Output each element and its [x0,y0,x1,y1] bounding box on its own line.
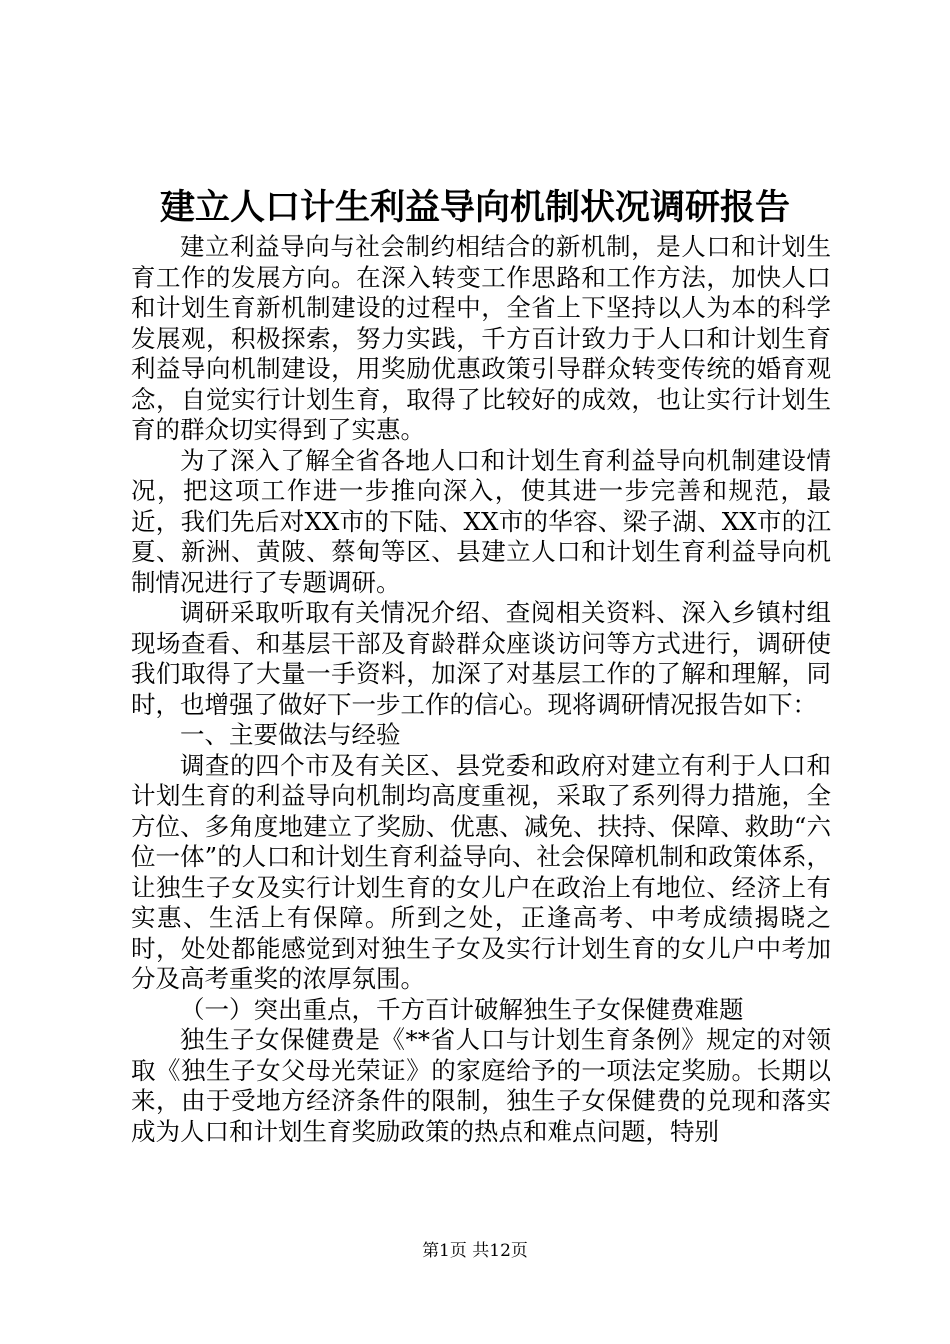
paragraph-health-fee: 独生子女保健费是《**省人口与计划生育条例》规定的对领取《独生子女父母光荣证》的家庭给予的一项法定奖励。长期以来，由于受地方经济条件的限制，独生子女保健费的兑现和落实成为人口和计划生育奖励政策的热点和难点问题，特别 [131,1025,831,1146]
paragraph-method: 调研采取听取有关情况介绍、查阅相关资料、深入乡镇村组现场查看、和基层干部及育龄群众座谈访问等方式进行，调研使我们取得了大量一手资料，加深了对基层工作的了解和理解，同时，也增强了做好下一步工作的信心。现将调研情况报告如下： [131,598,831,719]
section-heading-1: 一、主要做法与经验 [180,720,401,749]
subsection-heading-1: （一）突出重点，千方百计破解独生子女保健费难题 [180,994,744,1024]
paragraph-intro: 建立利益导向与社会制约相结合的新机制，是人口和计划生育工作的发展方向。在深入转变工作思路和工作方法，加快人口和计划生育新机制建设的过程中，全省上下坚持以人为本的科学发展观，积极探索，努力实践，千方百计致力于人口和计划生育利益导向机制建设，用奖励优惠政策引导群众转变传统的婚育观念，自觉实行计划生育，取得了比较好的成效，也让实行计划生育的群众切实得到了实惠。 [131,232,831,444]
document-title: 建立人口计生利益导向机制状况调研报告 [159,187,790,228]
paragraph-overview: 调查的四个市及有关区、县党委和政府对建立有利于人口和计划生育的利益导向机制均高度重视，采取了系列得力措施，全方位、多角度地建立了奖励、优惠、减免、扶持、保障、救助“六位一体”的人口和计划生育利益导向、社会保障机制和政策体系，让独生子女及实行计划生育的女儿户在政治上有地位、经济上有实惠、生活上有保障。所到之处，正逢高考、中考成绩揭晓之时，处处都能感觉到对独生子女及实行计划生育的女儿户中考加分及高考重奖的浓厚氛围。 [131,750,831,993]
paragraph-purpose: 为了深入了解全省各地人口和计划生育利益导向机制建设情况，把这项工作进一步推向深入，使其进一步完善和规范，最近，我们先后对XX市的下陆、XX市的华容、梁子湖、XX市的江夏、新洲、黄陂、蔡甸等区、县建立人口和计划生育利益导向机制情况进行了专题调研。 [131,445,831,597]
page-number: 第1页 共12页 [422,1241,528,1261]
document-body [131,232,831,1147]
